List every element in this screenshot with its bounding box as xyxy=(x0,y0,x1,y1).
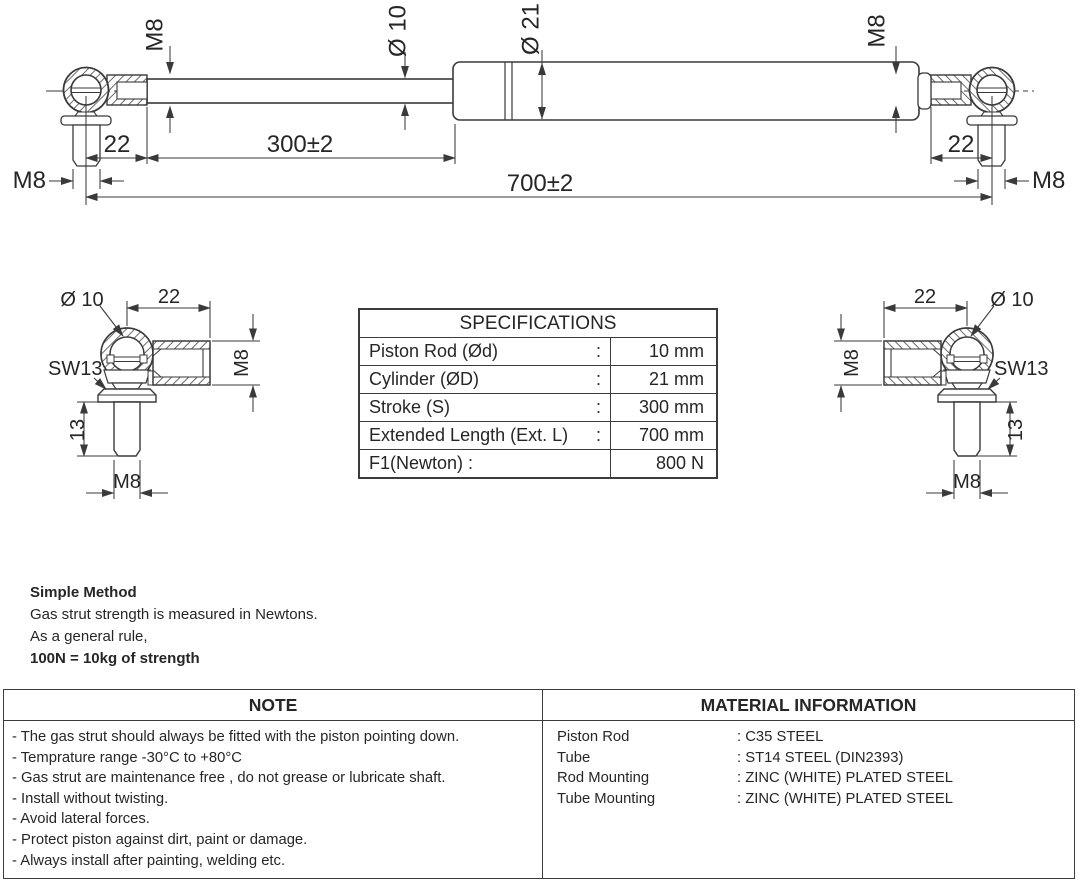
note-item: - Gas strut are maintenance free , do not grease or lubricate shaft. xyxy=(12,770,446,787)
rod-diameter-label: Ø 10 xyxy=(384,4,412,58)
spec-value: 700 mm xyxy=(610,422,716,449)
end-fitting-geometry xyxy=(98,328,210,456)
spec-value: 800 N xyxy=(610,450,716,477)
tube-fitting-length-dim: 22 xyxy=(947,131,975,158)
spec-value: 21 mm xyxy=(610,366,716,393)
table-row xyxy=(360,393,716,421)
cylinder-tube xyxy=(453,62,919,120)
material-value: : ST14 STEEL (DIN2393) xyxy=(737,749,904,766)
stud-length-dim: 13 xyxy=(1005,418,1027,442)
spec-value: 300 mm xyxy=(610,394,716,421)
material-row xyxy=(551,748,1066,769)
simple-method-title: Simple Method xyxy=(30,584,137,601)
stud-length-dim: 13 xyxy=(67,418,89,442)
note-material-table xyxy=(3,689,1075,879)
piston-rod xyxy=(147,79,455,103)
wrench-size-label: SW13 xyxy=(994,358,1049,380)
spec-label: F1(Newton) : xyxy=(369,453,474,473)
spec-colon: : xyxy=(595,369,601,389)
material-label: Piston Rod xyxy=(557,729,630,745)
spec-colon: : xyxy=(595,341,601,361)
ball-diameter-label: Ø 10 xyxy=(60,289,104,311)
socket-collar xyxy=(104,370,150,383)
extended-length-dim: 700±2 xyxy=(506,170,574,197)
simple-method-line: As a general rule, xyxy=(30,628,148,645)
spec-label: Piston Rod (Ød) xyxy=(369,341,499,361)
material-label: Tube xyxy=(557,749,591,766)
note-item: - Always install after painting, welding etc. xyxy=(12,852,286,869)
wrench-size-label: SW13 xyxy=(48,358,103,380)
note-item: - Avoid lateral forces. xyxy=(12,811,150,828)
material-information-section xyxy=(542,690,1074,878)
table-row xyxy=(360,421,716,449)
spec-label: Extended Length (Ext. L) xyxy=(369,425,569,445)
socket-thread-label: M8 xyxy=(841,349,863,377)
material-row xyxy=(551,768,1066,789)
strut-body xyxy=(46,62,1034,166)
material-value: : ZINC (WHITE) PLATED STEEL xyxy=(737,770,953,787)
note-title: NOTE xyxy=(4,690,542,721)
stud-thread-label: M8 xyxy=(113,471,141,493)
ball-diameter-label: Ø 10 xyxy=(990,289,1034,311)
simple-method-rule: 100N = 10kg of strength xyxy=(30,650,200,667)
material-value: : C35 STEEL xyxy=(737,729,824,745)
note-item: - Temprature range -30°C to +80°C xyxy=(12,749,242,766)
strut-assembly-drawing xyxy=(0,0,1080,220)
right-end-fitting-detail xyxy=(797,270,1080,520)
left-end-fitting-detail xyxy=(20,270,350,520)
stroke-dim: 300±2 xyxy=(266,131,334,158)
material-row xyxy=(551,789,1066,810)
note-section xyxy=(4,690,542,878)
table-row xyxy=(360,449,716,477)
spec-colon: : xyxy=(595,397,601,417)
material-label: Tube Mounting xyxy=(557,790,656,807)
table-row xyxy=(360,337,716,365)
cylinder-diameter-label: Ø 21 xyxy=(517,2,545,56)
threaded-stud xyxy=(114,402,140,456)
rod-thread-label: M8 xyxy=(141,18,169,52)
tube-stud-thread-label: M8 xyxy=(1032,167,1066,194)
spec-value: 10 mm xyxy=(610,338,716,365)
spec-label: Cylinder (ØD) xyxy=(369,369,480,389)
specifications-title: SPECIFICATIONS xyxy=(459,313,617,334)
stud-neck xyxy=(112,383,142,389)
socket-thread-label: M8 xyxy=(231,349,253,377)
simple-method-line: Gas strut strength is measured in Newtons. xyxy=(30,606,318,623)
specifications-table xyxy=(358,308,718,479)
rod-fitting-length-dim: 22 xyxy=(103,131,131,158)
note-item: - The gas strut should always be fitted with the piston pointing down. xyxy=(12,729,460,745)
material-information-list xyxy=(543,721,1074,809)
material-value: : ZINC (WHITE) PLATED STEEL xyxy=(737,790,953,807)
note-list xyxy=(4,721,542,871)
table-row xyxy=(360,365,716,393)
spec-label: Stroke (S) xyxy=(369,397,451,417)
spec-colon: : xyxy=(595,425,601,445)
tube-thread-label: M8 xyxy=(863,14,891,48)
fitting-length-dim: 22 xyxy=(157,286,181,308)
stud-thread-label: M8 xyxy=(953,471,981,493)
simple-method-block xyxy=(30,582,318,670)
note-item: - Protect piston against dirt, paint or damage. xyxy=(12,831,308,848)
note-item: - Install without twisting. xyxy=(12,790,169,807)
material-label: Rod Mounting xyxy=(557,770,650,787)
material-row xyxy=(551,727,1066,748)
ball xyxy=(110,337,144,371)
rod-stud-thread-label: M8 xyxy=(12,167,46,194)
material-information-title: MATERIAL INFORMATION xyxy=(543,690,1074,721)
fitting-length-dim: 22 xyxy=(913,286,937,308)
tube-end-washer xyxy=(918,73,931,109)
end-fitting-geometry-mirrored xyxy=(884,328,996,456)
